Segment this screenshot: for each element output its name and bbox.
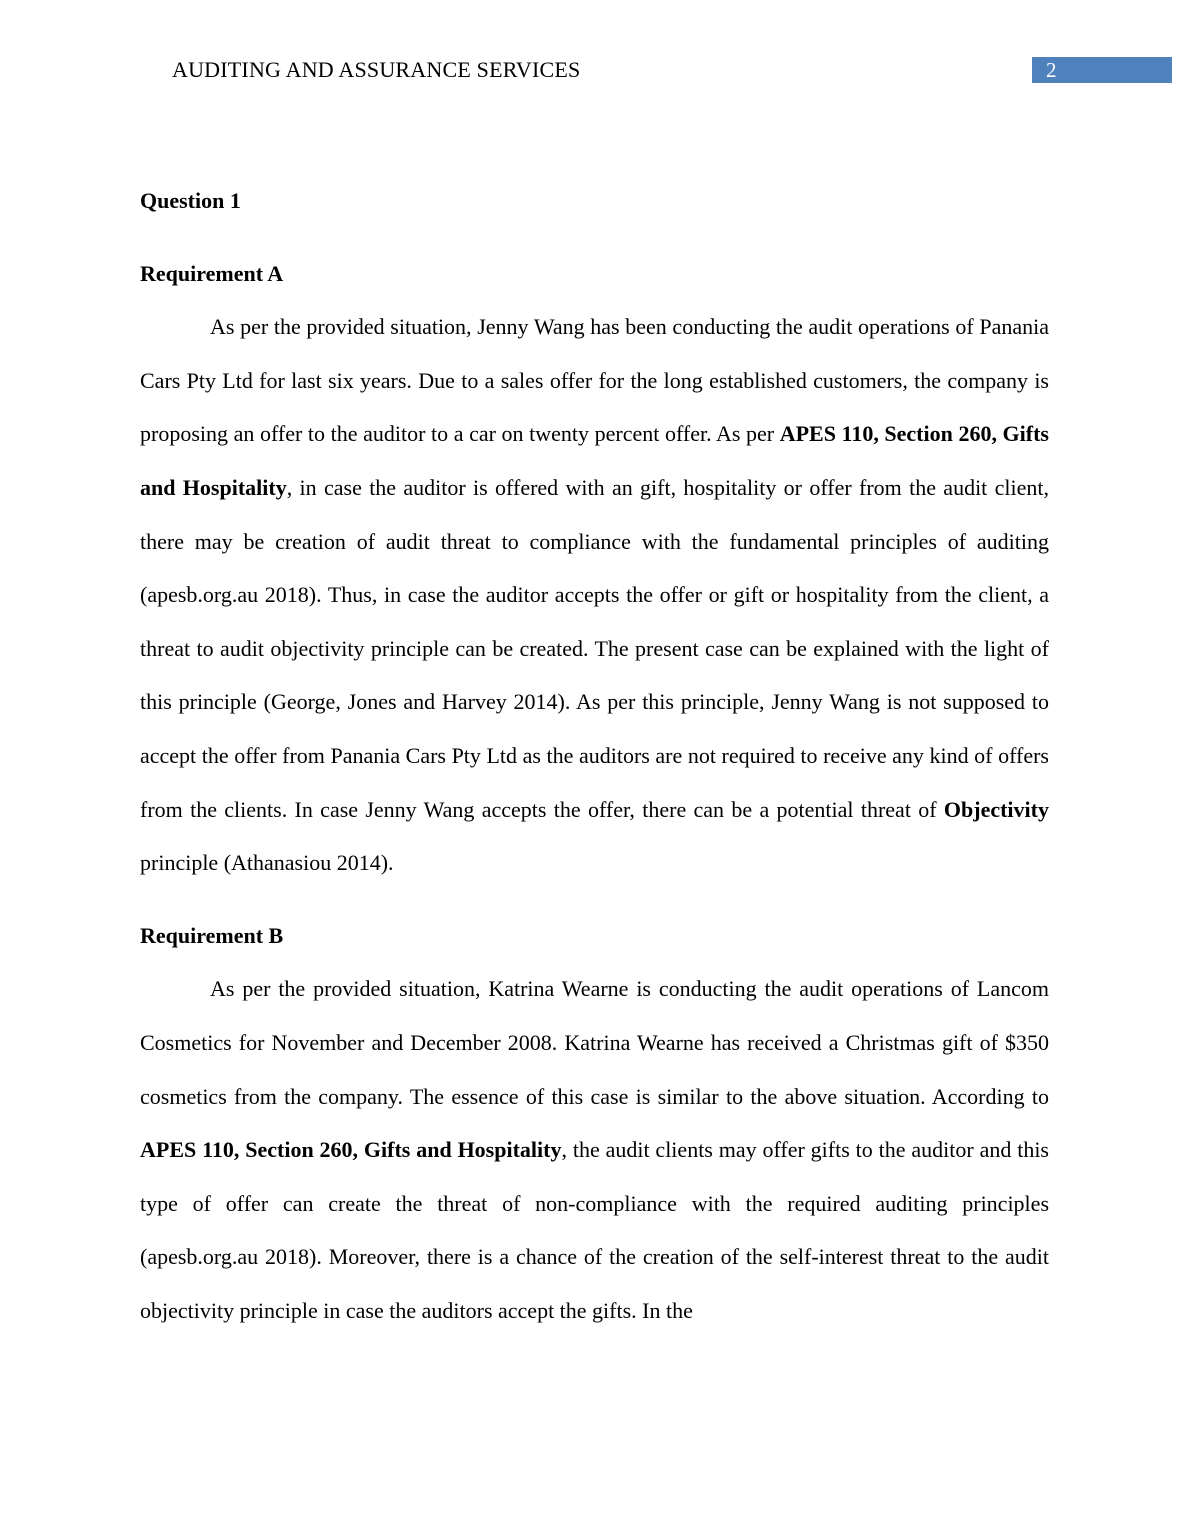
req-a-bold-objectivity: Objectivity: [943, 796, 1049, 822]
req-a-text-1: As per the provided situation, Jenny Wang has been conducting the audit operations of Panania Cars Pty Ltd for last six years. Due to a sales offer for the long established customers, the company is proposing an offer to the auditor to a car on twenty percent offer. As per: [140, 314, 1049, 447]
req-a-text-3: principle (Athanasiou 2014).: [140, 850, 394, 876]
question-heading: Question 1: [140, 188, 241, 213]
page-number-badge: [1032, 57, 1172, 83]
req-b-text-2: , the audit clients may offer gifts to the auditor and this type of offer can create the threat of non-compliance with the required auditing principles (apesb.org.au 2018). Moreover, there is a chance of the creation of the self-interest threat to the audit objectivity principle in case the auditors accept the gifts. In the: [140, 1137, 1049, 1323]
req-a-bold-standard: APES 110, Section 260, Gifts and Hospitality: [140, 421, 1049, 500]
req-b-bold-standard: APES 110, Section 260, Gifts and Hospitality: [140, 1137, 562, 1163]
requirement-a-paragraph: [140, 300, 1049, 890]
requirement-b-heading: Requirement B: [140, 922, 284, 948]
requirement-a-heading: Requirement A: [140, 260, 284, 286]
req-b-text-1: As per the provided situation, Katrina Wearne is conducting the audit operations of Lancom Cosmetics for November and December 2008. Katrina Wearne has received a Christmas gift of $350 cosmetics from the company. The essence of this case is similar to the above situation. According to: [140, 976, 1049, 1109]
requirement-b-paragraph: [140, 962, 1049, 1337]
req-a-text-2: , in case the auditor is offered with an gift, hospitality or offer from the audit client, there may be creation of audit threat to compliance with the fundamental principles of auditing (apesb.org.au 2018). Thus, in case the auditor accepts the offer or gift or hospitality from the client, a threat to audit objectivity principle can be created. The present case can be explained with the light of this principle (George, Jones and Harvey 2014). As per this principle, Jenny Wang is not supposed to accept the offer from Panania Cars Pty Ltd as the auditors are not required to receive any kind of offers from the clients. In case Jenny Wang accepts the offer, there can be a potential threat of: [140, 474, 1050, 822]
page-number: 2: [1046, 58, 1057, 82]
running-header-title: AUDITING AND ASSURANCE SERVICES: [172, 57, 581, 82]
document-body: [140, 174, 1049, 1337]
